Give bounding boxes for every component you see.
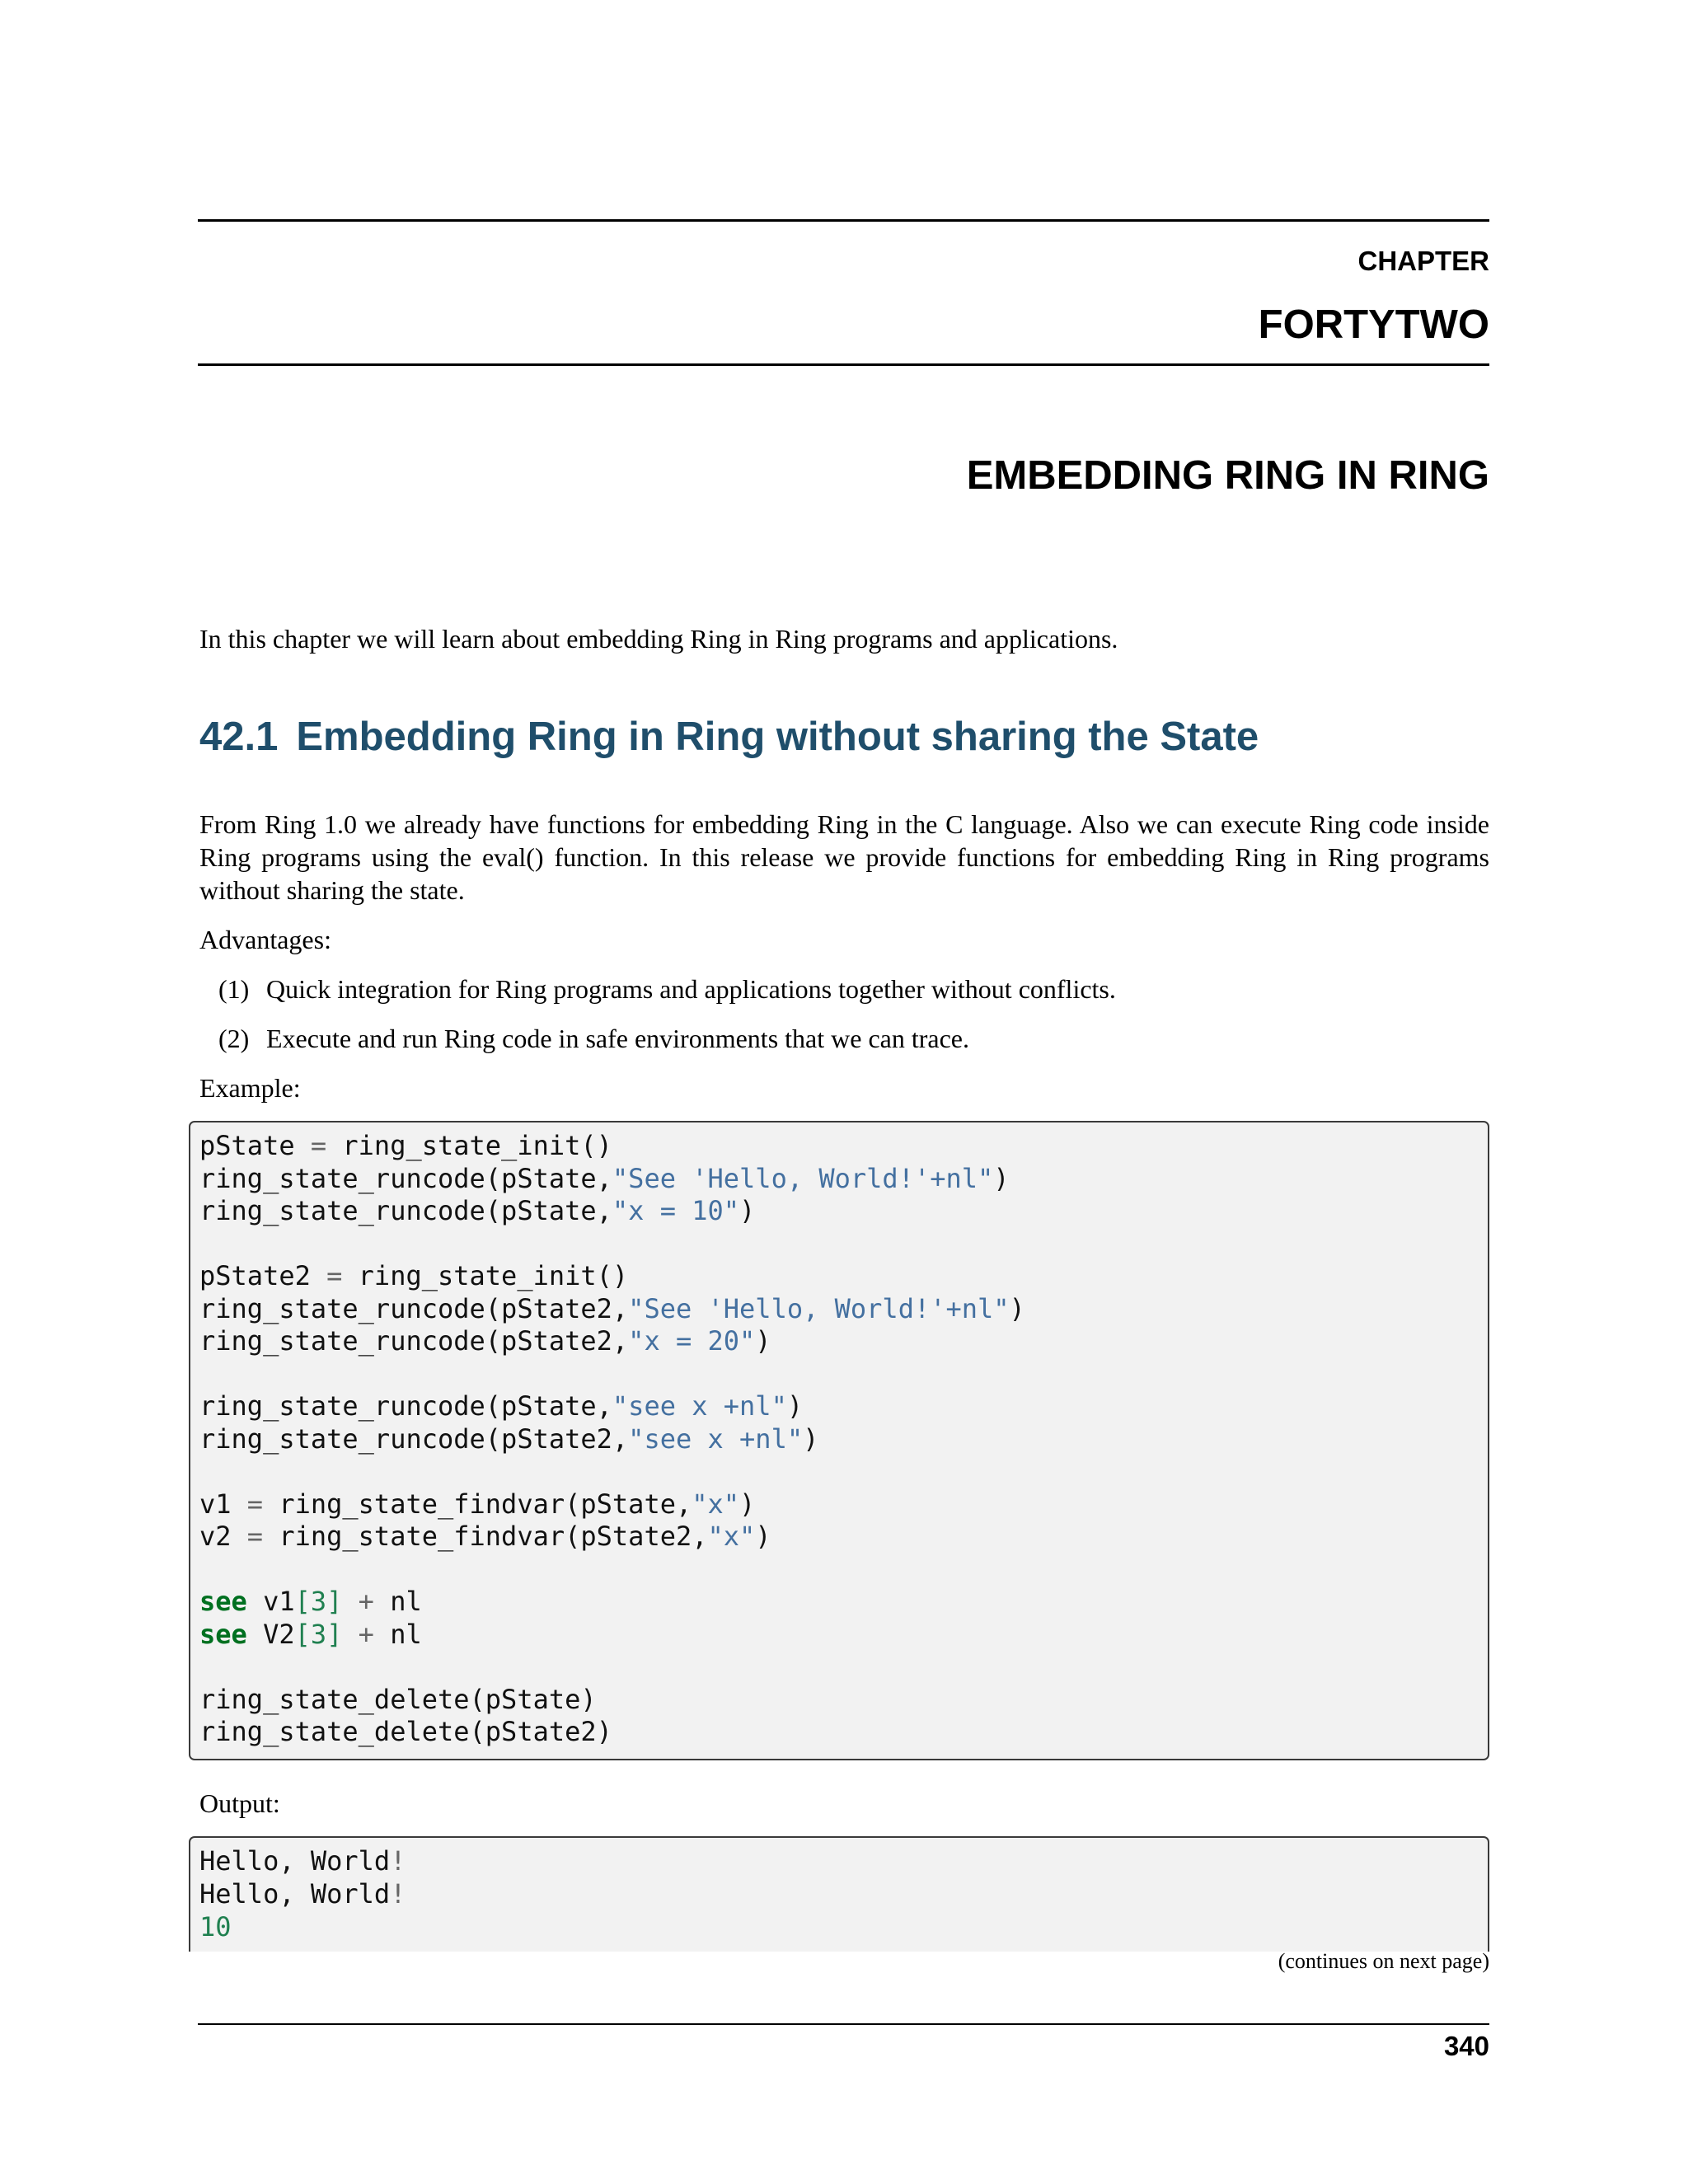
intro-paragraph: In this chapter we will learn about embedding Ring in Ring programs and applications. xyxy=(199,624,1118,654)
list-item xyxy=(218,972,1116,1005)
list-marker: (1) xyxy=(218,974,250,1004)
section-number: 42.1 xyxy=(199,715,279,759)
page-number: 340 xyxy=(1443,2031,1489,2061)
code-token: = xyxy=(326,1260,343,1291)
code-token: ) xyxy=(786,1390,804,1422)
chapter-bottom-rule xyxy=(198,363,1489,366)
advantages-label: Advantages: xyxy=(199,925,331,954)
code-token: + xyxy=(358,1618,374,1650)
code-line xyxy=(199,1390,803,1422)
example-label: Example: xyxy=(199,1073,301,1103)
code-token: Hello, World xyxy=(199,1878,391,1910)
list-text: Execute and run Ring code in safe environments that we can trace. xyxy=(266,1024,969,1053)
code-token: ring_state_runcode(pState, xyxy=(199,1390,612,1422)
code-token: + xyxy=(358,1586,374,1617)
section-heading xyxy=(199,717,1259,757)
code-token: pState xyxy=(199,1130,311,1161)
code-line xyxy=(199,1162,1010,1195)
code-token xyxy=(342,1619,358,1650)
code-token: 10 xyxy=(199,1911,232,1943)
code-token: "See 'Hello, World!'+nl" xyxy=(628,1292,1010,1324)
code-token: ring_state_delete(pState2) xyxy=(199,1716,612,1747)
code-line xyxy=(199,1585,422,1618)
list-text: Quick integration for Ring programs and applications together without conflicts. xyxy=(266,974,1116,1004)
code-token: ring_state_runcode(pState, xyxy=(199,1162,612,1194)
code-token: ring_state_findvar(pState, xyxy=(263,1488,692,1520)
code-line xyxy=(199,1194,755,1227)
code-token: ring_state_runcode(pState2, xyxy=(199,1325,629,1357)
code-token: pState2 xyxy=(199,1260,327,1291)
code-token: "x" xyxy=(707,1521,756,1552)
chapter-label: CHAPTER xyxy=(1357,246,1489,276)
code-line xyxy=(199,1715,612,1748)
code-token: [3] xyxy=(294,1618,343,1650)
chapter-number: FORTYTWO xyxy=(1258,302,1489,347)
example-code-block xyxy=(189,1121,1489,1760)
code-line xyxy=(199,1422,818,1455)
list-marker: (2) xyxy=(218,1024,250,1053)
code-token: "see x +nl" xyxy=(628,1422,804,1455)
code-line xyxy=(199,1324,771,1357)
code-line xyxy=(199,1292,1025,1325)
code-token: = xyxy=(310,1130,327,1161)
code-token: ! xyxy=(390,1845,406,1877)
code-token: Hello, World xyxy=(199,1845,391,1877)
code-token: V2 xyxy=(246,1618,295,1650)
code-token: "x" xyxy=(692,1488,740,1520)
code-line xyxy=(199,1618,422,1651)
code-token xyxy=(342,1586,358,1617)
code-token: ring_state_init() xyxy=(342,1260,629,1291)
code-line xyxy=(199,1129,612,1162)
code-token: ring_state_delete(pState) xyxy=(199,1683,597,1715)
chapter-title: EMBEDDING RING IN RING xyxy=(966,453,1489,498)
code-token: ) xyxy=(993,1162,1010,1194)
code-token: "see x +nl" xyxy=(612,1390,787,1422)
code-token: ) xyxy=(1009,1292,1025,1324)
code-token: ring_state_findvar(pState2, xyxy=(263,1521,708,1552)
code-token: "x = 10" xyxy=(612,1195,740,1226)
code-token: = xyxy=(246,1488,264,1520)
code-token: nl xyxy=(373,1586,422,1617)
code-line xyxy=(199,1520,771,1553)
code-token: v1 xyxy=(199,1488,247,1520)
code-line xyxy=(199,1259,628,1292)
code-line xyxy=(199,1488,755,1521)
code-token: ! xyxy=(390,1878,406,1910)
body-paragraph: From Ring 1.0 we already have functions for embedding Ring in the C language. Also we can execute Ring code inside Ring programs using the eval() function. In this release we provide functions for embedding Ring in Ring programs without sharing the state. xyxy=(199,809,1489,905)
code-token: "See 'Hello, World!'+nl" xyxy=(612,1162,994,1194)
code-token: ring_state_runcode(pState2, xyxy=(199,1292,629,1324)
code-token: see xyxy=(199,1618,247,1650)
list-item xyxy=(218,1022,969,1055)
output-code-block xyxy=(189,1836,1489,1952)
code-token: see xyxy=(199,1586,247,1617)
code-token: ring_state_runcode(pState2, xyxy=(199,1422,629,1455)
output-label: Output: xyxy=(199,1788,280,1818)
code-token: ring_state_runcode(pState, xyxy=(199,1195,612,1226)
code-token: = xyxy=(246,1521,264,1552)
code-token: ) xyxy=(739,1195,756,1226)
code-line xyxy=(199,1683,597,1716)
code-token: ) xyxy=(803,1422,819,1455)
code-line xyxy=(199,1910,232,1943)
code-token: v2 xyxy=(199,1521,247,1552)
code-line xyxy=(199,1877,406,1910)
code-token: ) xyxy=(755,1521,771,1552)
code-token: nl xyxy=(373,1618,422,1650)
code-line xyxy=(199,1844,406,1877)
code-token: [3] xyxy=(294,1586,343,1617)
section-title: Embedding Ring in Ring without sharing the State xyxy=(296,715,1259,759)
code-token: v1 xyxy=(246,1586,295,1617)
footer-rule xyxy=(198,2023,1489,2025)
code-token: ) xyxy=(755,1325,771,1357)
chapter-top-rule xyxy=(198,219,1489,222)
continues-note: (continues on next page) xyxy=(1278,1949,1489,1973)
code-token: ring_state_init() xyxy=(326,1130,612,1161)
code-token: ) xyxy=(739,1488,756,1520)
code-token: "x = 20" xyxy=(628,1325,756,1357)
